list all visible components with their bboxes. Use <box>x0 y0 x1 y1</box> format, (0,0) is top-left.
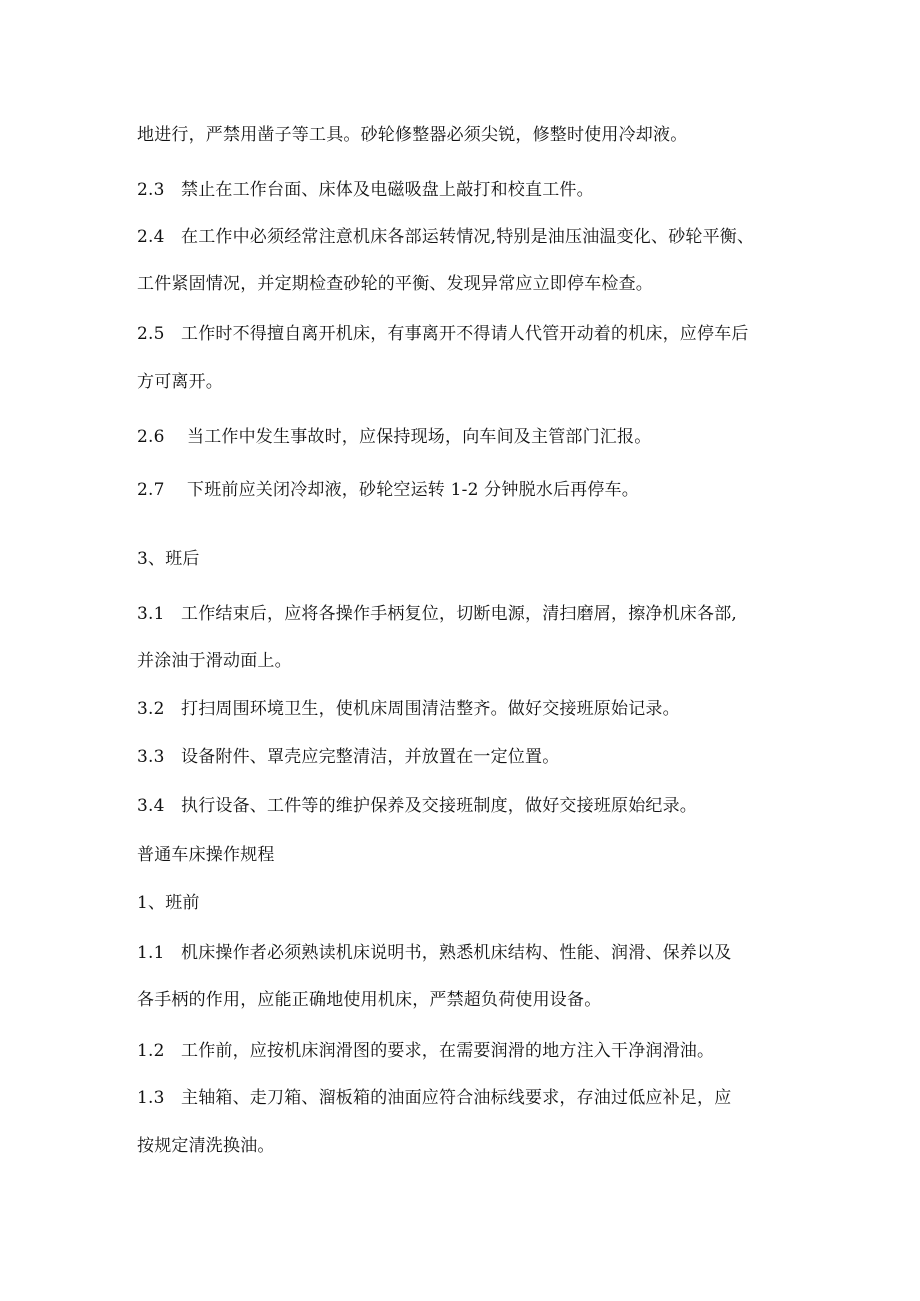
item-text: 当工作中发生事故时，应保持现场，向车间及主管部门汇报。 <box>187 427 652 447</box>
item-3-2 <box>137 698 680 720</box>
item-text: 工作前，应按机床润滑图的要求，在需要润滑的地方注入干净润滑油。 <box>181 1041 715 1061</box>
line-text: 方可离开。 <box>137 372 223 392</box>
text-line <box>137 273 653 295</box>
item-text: 在工作中必须经常注意机床各部运转情况,特别是油压油温变化、砂轮平衡、 <box>181 227 755 247</box>
item-number: 2.4 <box>137 227 165 247</box>
item-2-7 <box>137 479 639 501</box>
item-number: 1.1 <box>137 943 165 963</box>
item-text: 禁止在工作台面、床体及电磁吸盘上敲打和校直工件。 <box>181 180 594 200</box>
item-number: 2.6 <box>137 427 165 447</box>
item-1-3 <box>137 1087 731 1109</box>
item-2-4 <box>137 226 754 248</box>
item-text: 工作结束后，应将各操作手柄复位，切断电源，清扫磨屑，擦净机床各部, <box>181 604 738 624</box>
item-text: 机床操作者必须熟读机床说明书，熟悉机床结构、性能、润滑、保养以及 <box>181 943 732 963</box>
heading-text: 1、班前 <box>137 893 200 913</box>
heading-text: 3、班后 <box>137 549 200 569</box>
document-title <box>137 844 275 866</box>
item-text: 下班前应关闭冷却液，砂轮空运转 1-2 分钟脱水后再停车。 <box>187 480 639 500</box>
line-text: 工件紧固情况，并定期检查砂轮的平衡、发现异常应立即停车检查。 <box>137 274 653 294</box>
item-1-2 <box>137 1040 714 1062</box>
line-text: 并涂油于滑动面上。 <box>137 651 292 671</box>
text-line <box>137 989 601 1011</box>
title-text: 普通车床操作规程 <box>137 845 275 865</box>
item-number: 2.7 <box>137 480 165 500</box>
text-line <box>137 1135 275 1157</box>
item-number: 3.2 <box>137 699 165 719</box>
item-2-6 <box>137 426 651 448</box>
item-text: 执行设备、工件等的维护保养及交接班制度，做好交接班原始纪录。 <box>181 796 697 816</box>
item-number: 2.5 <box>137 324 165 344</box>
item-3-4 <box>137 795 697 817</box>
item-text: 设备附件、罩壳应完整清洁，并放置在一定位置。 <box>181 747 560 767</box>
item-number: 3.4 <box>137 796 165 816</box>
item-text: 主轴箱、走刀箱、溜板箱的油面应符合油标线要求，存油过低应补足，应 <box>181 1088 732 1108</box>
line-text: 各手柄的作用，应能正确地使用机床，严禁超负荷使用设备。 <box>137 990 602 1010</box>
line-text: 按规定清洗换油。 <box>137 1136 275 1156</box>
item-text: 工作时不得擅自离开机床，有事离开不得请人代管开动着的机床，应停车后 <box>181 324 749 344</box>
item-text: 打扫周围环境卫生，使机床周围清洁整齐。做好交接班原始记录。 <box>181 699 680 719</box>
item-3-3 <box>137 746 559 768</box>
item-2-3 <box>137 179 594 201</box>
item-number: 1.3 <box>137 1088 165 1108</box>
text-line <box>137 650 292 672</box>
text-line <box>137 124 687 146</box>
item-number: 2.3 <box>137 180 165 200</box>
item-number: 3.3 <box>137 747 165 767</box>
section-heading <box>137 548 200 570</box>
item-2-5 <box>137 323 749 345</box>
text-line <box>137 371 223 393</box>
item-number: 1.2 <box>137 1041 165 1061</box>
line-text: 地进行，严禁用凿子等工具。砂轮修整器必须尖锐，修整时使用冷却液。 <box>137 125 688 145</box>
section-heading <box>137 892 200 914</box>
item-1-1 <box>137 942 731 964</box>
item-number: 3.1 <box>137 604 165 624</box>
item-3-1 <box>137 603 737 625</box>
